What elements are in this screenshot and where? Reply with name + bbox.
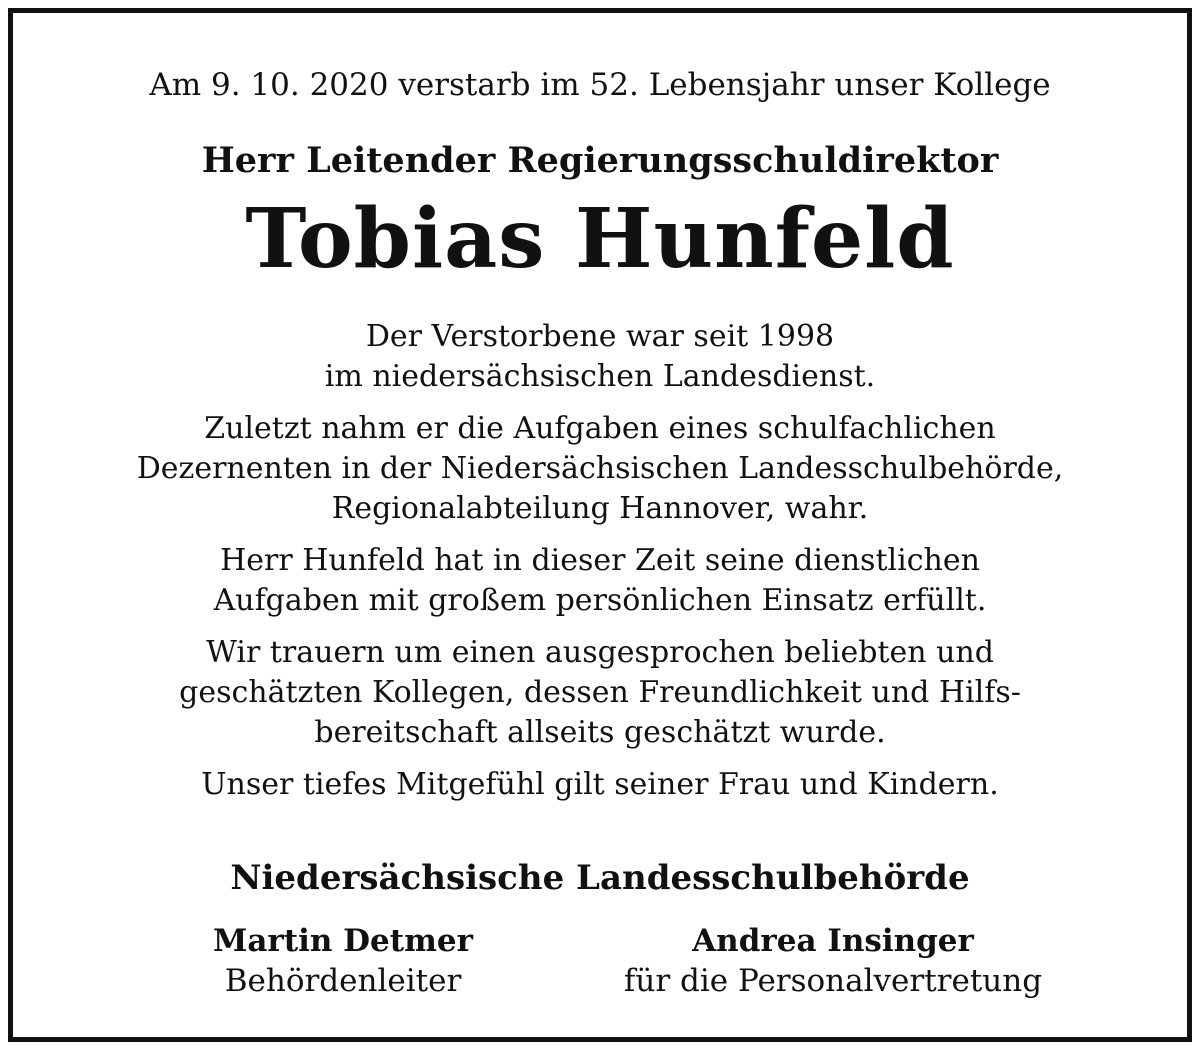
paragraph-duties (13, 409, 1187, 529)
text-line: bereitschaft allseits geschätzt wurde. (314, 715, 886, 750)
signatory-role: Behördenleiter (224, 963, 462, 999)
text-line: Herr Hunfeld hat in dieser Zeit seine dienstlichen (220, 543, 980, 578)
obituary-notice (8, 8, 1192, 1042)
signatory-right (613, 921, 1053, 1001)
text-line: Wir trauern um einen ausgesprochen beliebten und (206, 635, 994, 670)
signatory-role: für die Personalvertretung (623, 963, 1043, 999)
text-line: im niedersächsischen Landesdienst. (324, 359, 876, 394)
text-line: Zuletzt nahm er die Aufgaben eines schulfachlichen (204, 411, 996, 446)
obituary-body (13, 317, 1187, 817)
text-line: Dezernenten in der Niedersächsischen Landesschulbehörde, (136, 451, 1064, 486)
text-line: Regionalabteilung Hannover, wahr. (331, 491, 869, 526)
paragraph-mourning (13, 633, 1187, 753)
text-line: Der Verstorbene war seit 1998 (365, 319, 835, 354)
paragraph-condolence (13, 765, 1187, 805)
text-line: geschätzten Kollegen, dessen Freundlichkeit und Hilfs- (179, 675, 1021, 710)
signatory-left (173, 921, 513, 1001)
signatory-name: Andrea Insinger (692, 923, 974, 959)
signatory-name: Martin Detmer (213, 923, 473, 959)
intro-line: Am 9. 10. 2020 verstarb im 52. Lebensjahr unser Kollege (149, 67, 1051, 103)
deceased-name: Tobias Hunfeld (245, 191, 955, 287)
text-line: Aufgaben mit großem persönlichen Einsatz erfüllt. (213, 583, 987, 618)
paragraph-commitment (13, 541, 1187, 621)
deceased-title: Herr Leitender Regierungsschuldirektor (201, 140, 999, 181)
paragraph-service (13, 317, 1187, 397)
organization-name: Niedersächsische Landesschulbehörde (230, 858, 970, 898)
text-line: Unser tiefes Mitgefühl gilt seiner Frau und Kindern. (201, 767, 999, 802)
